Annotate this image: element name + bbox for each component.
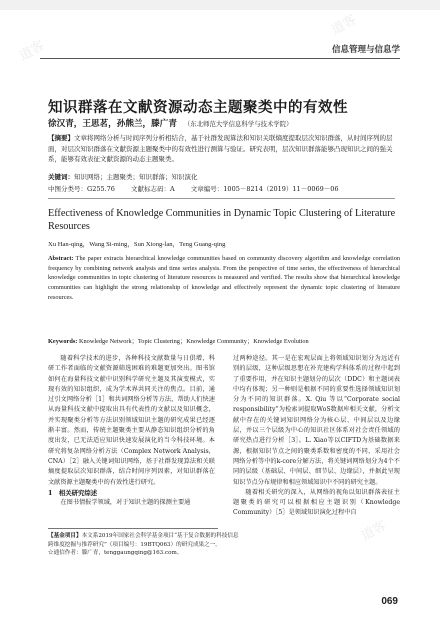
fund-label: 【基金项目】	[48, 533, 82, 539]
abstract-text: 文章将网络分析与时间序列分析相结合，基于社群发现算法和知识关联熵度提取层次知识群落，从时间序列的层面，对层次知识群落在文献资源主题聚类中的有效性进行测算与验证。研究表明，层次知识群落能够凸现知识之间的强关系，能够有效表征文献资源的动态主题聚类。	[48, 134, 393, 164]
body-paragraph: 过两种途径。其一是在宏观层面上将领域知识划分为远近有别的层级，这种层级思想在补充建构学科体系的过程中起到了重要作用，并在知识主题划分的层次（DDC）和主题词表中均有体现；另一种则是根据不同的重要性选择领域知识划分为不同的知识群落。X. Qiu 等以“Corporate social responsibility”为检索词提取WoS数据库相关文献，分析文献中存在的关键词知识网络分为核心层、中间层以及边缘层，并以三个层级为中心的知识社区体系对社会责任领域的研究热点进行分析［3］。L. Xiao等以CIFTD为基础数据来源，根据知识节点之间的聚类系数和密度的不同，采用社会网络分析等中的k-core分解方法，将关键词网络划分为4个不同的层级（基础层、中间层、细节层、边缘层），并据此呈现知识节点分布规律和相应领域知识中不同的研究主题。	[233, 355, 400, 486]
footnote-rule	[48, 528, 218, 529]
affiliation: （东北师范大学信息科学与技术学院）	[183, 120, 293, 128]
body-paragraph: 随着科学技术的进步，各种科技文献数量与日俱增，科研工作者面临的文献资源筛选困难的难题更加突出。图书馆如何在海量科技文献中识别科学研究主题及其演变模式，实现有效的知识组织，成为学术界共同关注的焦点。目前，通过引文网络分析［1］和共词网络分析等方法，帮助人们快速从海量科技文献中提取出具有代表性的文献以及知识概念，并实现聚类分析等方法识别领域知识主题的研究成果已经逐渐丰富。然而，传统主题聚类主要从静态知识组织分析的角度出发，已无法适应知识快速发展演化的当今科技环境。本研究将复杂网络分析方法（Complex Network Analysis，CNA）［2］融入关键词知识网络，基于社群发现算法和关联熵度提取层次知识群落，结合时间序列因素，对知识群落在文献资源主题聚类中的有效性进行研究。	[48, 355, 215, 486]
keywords-text: 知识网络；主题聚类；知识群落；知识演化	[74, 173, 198, 181]
watermark: 道客	[158, 437, 189, 464]
watermark: 道客	[16, 37, 47, 64]
abstract-english	[48, 254, 400, 303]
header-rule	[40, 58, 400, 59]
authors-english: Xu Han-qing，Wang Si-ming，Sun Xiong-lan，Teng Guang-qing	[48, 241, 226, 248]
watermark: 道客	[358, 517, 389, 544]
section-heading: 1 相关研究综述	[48, 488, 98, 497]
body-paragraph: 在图书情报学领域，对于知识主题的探测主要通	[60, 499, 191, 507]
body-paragraph: 随着相关研究的深入，从网络的视角以知识群落表征主题聚类的研究可以根据相应主题识别（Knowledge Community）［5］是领域知识演化过程中自	[233, 488, 400, 517]
page-number: 069	[381, 596, 398, 607]
body-column-right	[233, 354, 400, 519]
body-column-left	[48, 354, 215, 508]
abstract-en-text: The paper extracts hierarchical knowledge communities based on community discovery algorithm and knowledge correlation frequency by combining network analysis and time series analysis. From the perspective of time series, the effectiveness of hierarchical knowledge communities in topic clustering of literature resources is measured and verified. The results show that hierarchical knowledge communities can highlight the strong relationship of knowledge and effectively represent the dynamic topic clustering of literature resources.	[48, 255, 400, 301]
watermark: 道客	[328, 11, 359, 38]
title-chinese: 知识群落在文献资源动态主题聚类中的有效性	[48, 99, 348, 116]
abstract-label: 【摘要】	[48, 134, 74, 142]
keywords-en-label: Keywords:	[48, 338, 78, 345]
journal-header: 信息管理与信息学	[331, 45, 400, 55]
fund-text: 本文系2019年国家社会科学基金项目“基于复合数据的科技信息跨维度挖掘与推荐研究”（项目编号：19BTQ063）的研究成果之一。	[48, 533, 239, 548]
page-top-stripe	[0, 0, 440, 10]
article-number: 文章编号：1005－8214（2019）11－0069－06	[190, 185, 339, 193]
abstract-chinese	[48, 133, 398, 165]
title-english: Effectiveness of Knowledge Communities in Dynamic Topic Clustering of Literature Resources	[48, 208, 396, 232]
keywords-label: 关键词：	[48, 173, 74, 181]
footnote	[48, 532, 243, 558]
authors-chinese	[48, 117, 293, 129]
author-names: 徐汉青，王思茗，孙熊兰，滕广青	[48, 119, 177, 129]
abstract-en-label: Abstract:	[48, 255, 74, 262]
document-code: 文献标志码：A	[131, 185, 175, 193]
keywords-english	[48, 336, 400, 345]
keywords-en-text: Knowledge Network；Topic Clustering；Knowledge Community；Knowledge Evolution	[78, 338, 309, 345]
clc-number: 中图分类号：G255.76	[48, 185, 115, 193]
section-divider	[48, 198, 395, 199]
keywords-chinese	[48, 172, 198, 181]
corresponding-author: ☆通信作者：滕广青，tenggaungqing@163.com。	[48, 550, 183, 557]
article-meta	[48, 184, 353, 193]
